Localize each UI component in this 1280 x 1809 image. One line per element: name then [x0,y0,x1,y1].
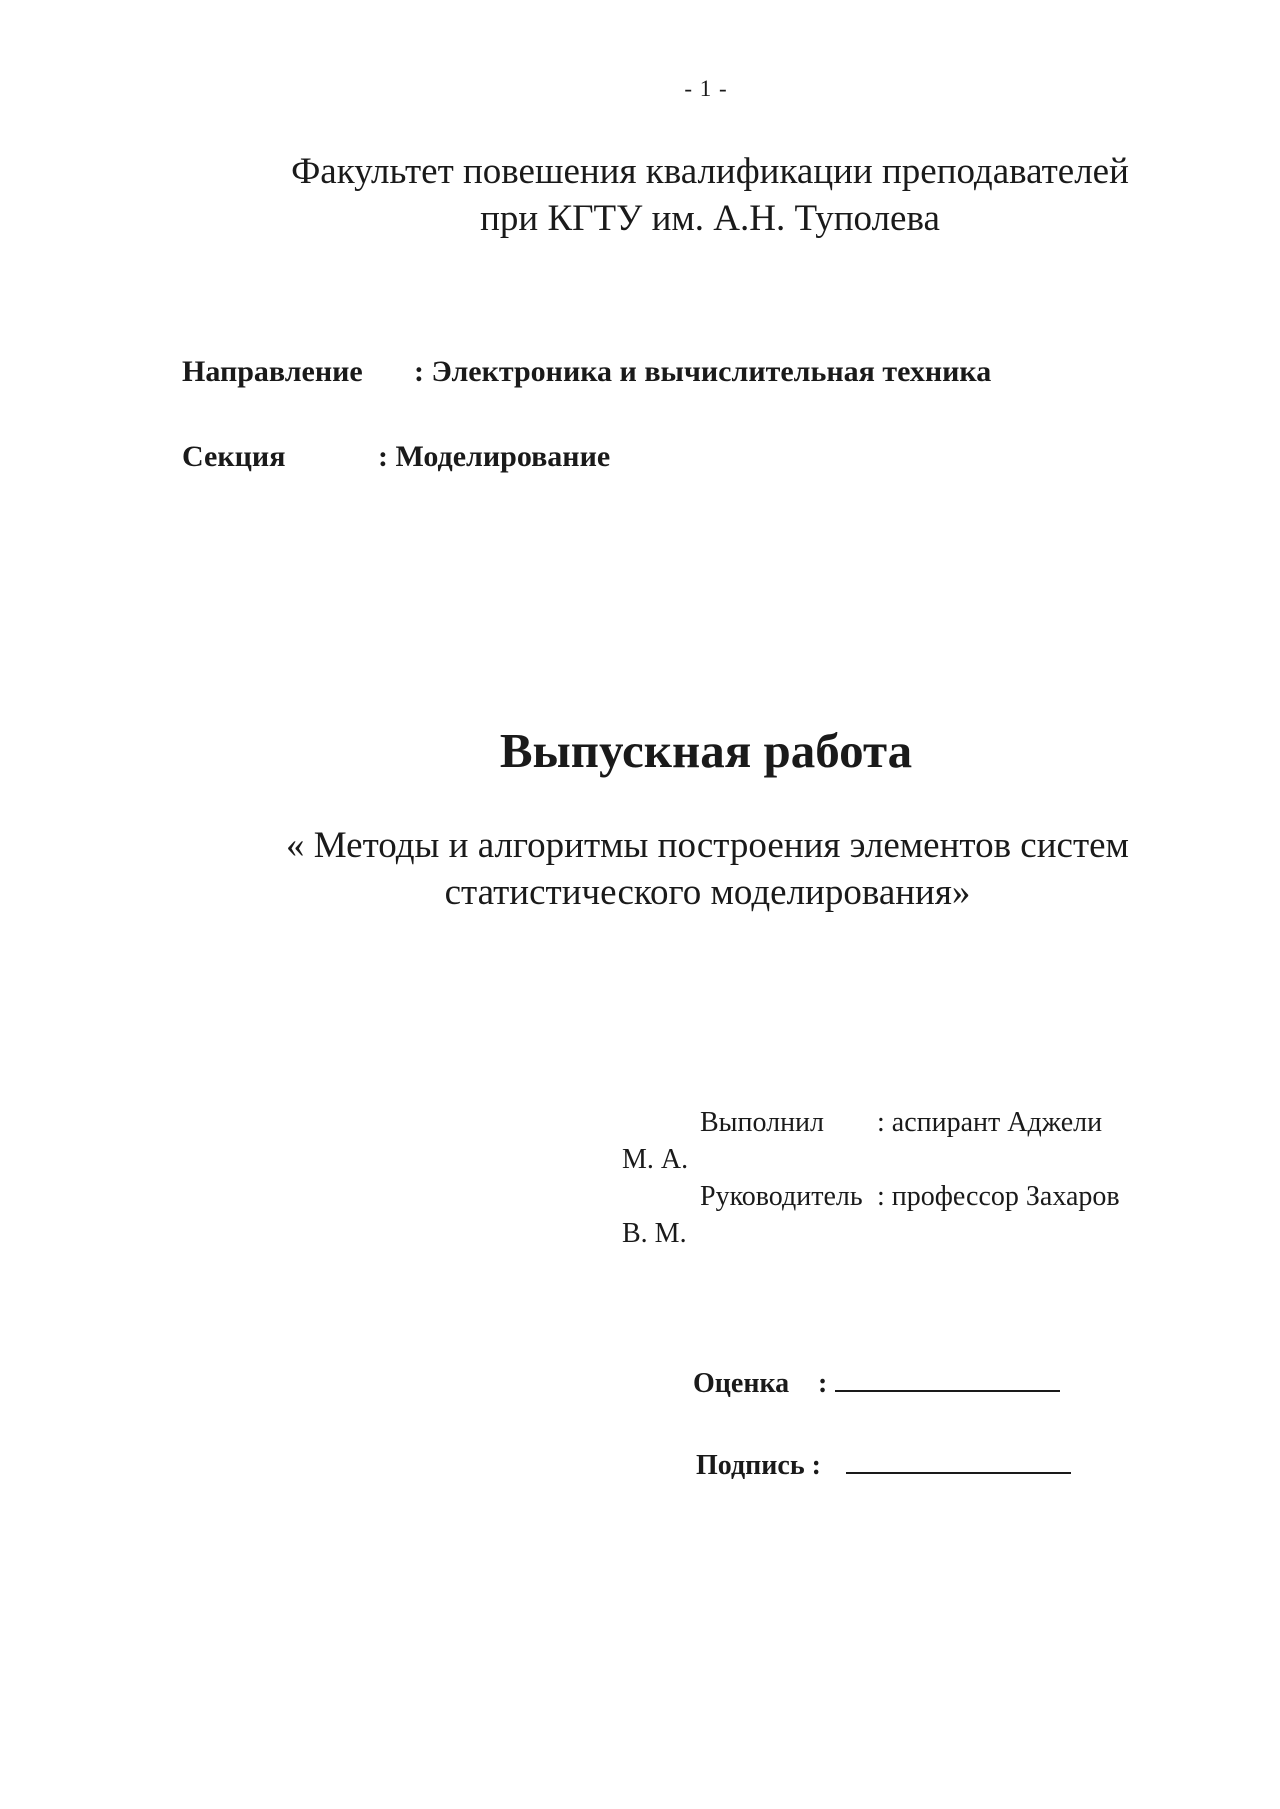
signature-label: Подпись : [696,1450,821,1481]
section-label: Секция [182,440,286,473]
supervisor-label: Руководитель [700,1181,863,1212]
grade-blank-line [835,1364,1060,1392]
grade-label: Оценка [693,1368,790,1399]
direction-label: Направление [182,355,363,388]
people-block [622,1104,1152,1252]
work-subtitle-line-2: статистического моделирования» [444,872,971,913]
faculty-heading [260,148,1160,242]
page-number: - 1 - [684,76,728,101]
direction-row [182,355,991,389]
work-subtitle [255,822,1160,916]
faculty-line-1: Факультет повешения квалификации преподавателей [291,151,1129,192]
section-value: : Моделирование [378,440,611,473]
work-title: Выпускная работа [499,723,913,778]
direction-value: : Электроника и вычислительная техника [414,355,992,388]
supervisor-row [622,1178,1152,1215]
work-subtitle-line-1: « Методы и алгоритмы построения элементов систем [286,825,1129,866]
performer-label: Выполнил [700,1107,825,1138]
supervisor-initials: В. М. [622,1218,687,1249]
grade-row [693,1364,1060,1400]
supervisor-value: : профессор Захаров [877,1181,1120,1212]
section-row [182,440,610,474]
performer-row [622,1104,1152,1141]
performer-value: : аспирант Аджели [877,1107,1103,1138]
signature-blank-line [846,1446,1071,1474]
grade-separator: : [818,1368,828,1399]
signature-row [696,1446,1071,1482]
performer-initials: М. А. [622,1144,689,1175]
faculty-line-2: при КГТУ им. А.Н. Туполева [480,198,940,239]
